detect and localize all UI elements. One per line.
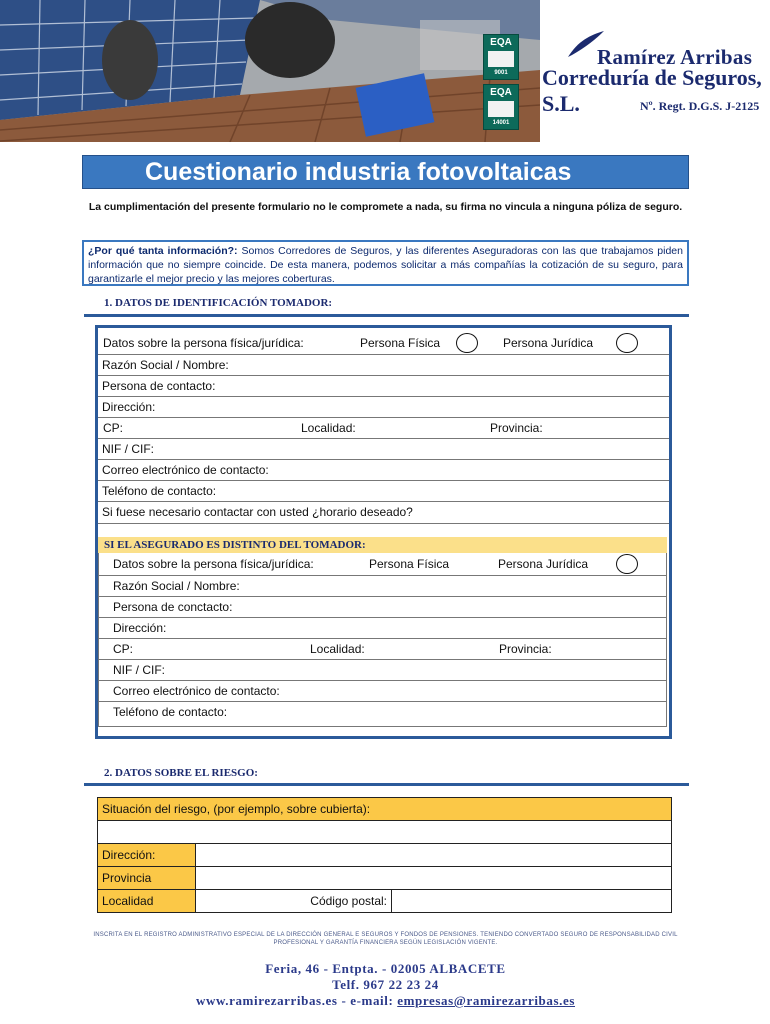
tomador-horario-field[interactable]: [98, 502, 669, 524]
section1-divider: [84, 314, 689, 317]
section1-title: 1. DATOS DE IDENTIFICACIÓN TOMADOR:: [104, 297, 333, 309]
tomador-telefono-label: Teléfono de contacto:: [102, 484, 217, 498]
header-photo: [0, 0, 540, 142]
asegurado-telefono-field[interactable]: [99, 702, 666, 726]
tomador-fisica-label: Persona Física: [360, 336, 441, 350]
asegurado-razon-field[interactable]: [99, 576, 666, 597]
brand-subtitle: Correduría de Seguros, S.L.: [542, 65, 762, 116]
asegurado-contacto-label: Persona de conctacto:: [113, 600, 233, 614]
tomador-provincia-label: Provincia:: [490, 421, 543, 435]
tomador-localidad-label: Localidad:: [301, 421, 356, 435]
registration-number: Nº. Regt. D.G.S. J-2125: [640, 99, 760, 113]
footer-address: Feria, 46 - Entpta. - 02005 ALBACETE: [265, 961, 506, 976]
risk-situacion-label: Situación del riesgo, (por ejemplo, sobre cubierta):: [98, 798, 672, 821]
asegurado-correo-field[interactable]: [99, 681, 666, 702]
risk-situacion-row: [98, 798, 672, 821]
asegurado-juridica-label: Persona Jurídica: [498, 557, 589, 571]
tomador-nif-field[interactable]: [98, 439, 669, 460]
risk-provincia-label: Provincia: [98, 867, 196, 890]
asegurado-juridica-radio[interactable]: [616, 554, 638, 574]
footer-contact: [82, 961, 689, 1009]
section2-divider: [84, 783, 689, 786]
risk-direccion-input[interactable]: [196, 844, 672, 867]
footer-web: www.ramirezarribas.es - e-mail:: [195, 993, 398, 1008]
tomador-direccion-field[interactable]: [98, 397, 669, 418]
risk-direccion-label: Dirección:: [98, 844, 196, 867]
asegurado-form: [98, 537, 667, 727]
legal-fine-print: INSCRITA EN EL REGISTRO ADMINISTRATIVO ESPECIAL DE LA DIRECCIÓN GENERAL E SEGUROS Y FONDOS DE PENSIONES. TENIENDO CONVERTADO SEGURO DE RESPONSABILIDAD CIVIL PROFESIONAL Y GARANTÍA FINANCIERA SEGÚN LEGISLACIÓN VIGENTE.: [93, 932, 678, 946]
tomador-juridica-radio[interactable]: [616, 333, 638, 353]
tomador-correo-field[interactable]: [98, 460, 669, 481]
asegurado-cp-row[interactable]: [99, 639, 666, 660]
asegurado-correo-label: Correo electrónico de contacto:: [113, 684, 280, 698]
info-question: ¿Por qué tanta información?:: [88, 245, 238, 257]
risk-codigo-postal-label: Código postal:: [310, 894, 387, 908]
tomador-telefono-field[interactable]: [98, 481, 669, 502]
tomador-razon-field[interactable]: [98, 355, 669, 376]
tomador-person-label: Datos sobre la persona física/jurídica:: [103, 336, 304, 350]
risk-localidad-input[interactable]: [196, 890, 392, 913]
asegurado-person-label: Datos sobre la persona física/jurídica:: [113, 557, 314, 571]
page-title: Cuestionario industria fotovoltaicas: [82, 155, 689, 189]
risk-table: [97, 797, 672, 913]
tomador-horario-label: Si fuese necesario contactar con usted ¿horario deseado?: [102, 505, 413, 519]
risk-localidad-row: [98, 890, 672, 913]
risk-codigo-postal-input[interactable]: [392, 890, 672, 913]
tomador-nif-label: NIF / CIF:: [102, 442, 154, 456]
intro-text: La cumplimentación del presente formulario no le compromete a nada, su firma no vincula a ninguna póliza de seguro.: [88, 201, 683, 213]
tomador-cp-row[interactable]: [98, 418, 669, 439]
section2-title: 2. DATOS SOBRE EL RIESGO:: [104, 767, 258, 779]
asegurado-fisica-label: Persona Física: [369, 557, 450, 571]
risk-direccion-row: [98, 844, 672, 867]
tomador-fisica-radio[interactable]: [456, 333, 478, 353]
tomador-correo-label: Correo electrónico de contacto:: [102, 463, 269, 477]
asegurado-direccion-field[interactable]: [99, 618, 666, 639]
asegurado-telefono-label: Teléfono de contacto:: [113, 705, 228, 719]
risk-situacion-input[interactable]: [98, 821, 672, 844]
footer-phone: Telf. 967 22 23 24: [332, 977, 439, 992]
asegurado-section-title: SI EL ASEGURADO ES DISTINTO DEL TOMADOR:: [98, 537, 667, 553]
asegurado-provincia-label: Provincia:: [499, 642, 552, 656]
info-box: [82, 240, 689, 286]
asegurado-localidad-label: Localidad:: [310, 642, 365, 656]
footer-email-link[interactable]: empresas@ramirezarribas.es: [397, 993, 576, 1008]
asegurado-person-type-row: [99, 554, 666, 576]
company-logo: [480, 25, 770, 125]
asegurado-nif-label: NIF / CIF:: [113, 663, 165, 677]
risk-provincia-row: [98, 867, 672, 890]
tomador-contacto-field[interactable]: [98, 376, 669, 397]
eqa-certificate-9001-badge: EQA 9001: [483, 34, 519, 80]
asegurado-nif-field[interactable]: [99, 660, 666, 681]
tomador-contacto-label: Persona de contacto:: [102, 379, 216, 393]
asegurado-razon-label: Razón Social / Nombre:: [113, 579, 240, 593]
tomador-direccion-label: Dirección:: [102, 400, 156, 414]
info-text: Somos Corredores de Seguros, y las diferentes Aseguradoras con las que trabajamos piden información que no siempre coincide. De esta manera, podemos solicitar a más compañías la cotización de su seguro, para garantizarle el mejor precio y las mejores coberturas.: [88, 245, 683, 285]
tomador-person-type-row: [98, 333, 669, 355]
risk-situacion-value-row: [98, 821, 672, 844]
tomador-juridica-label: Persona Jurídica: [503, 336, 594, 350]
asegurado-cp-label: CP:: [113, 642, 134, 656]
risk-provincia-input[interactable]: [196, 867, 672, 890]
asegurado-contacto-field[interactable]: [99, 597, 666, 618]
asegurado-direccion-label: Dirección:: [113, 621, 167, 635]
risk-localidad-label: Localidad: [98, 890, 196, 913]
eqa-certificate-14001-badge: EQA 14001: [483, 84, 519, 130]
tomador-razon-label: Razón Social / Nombre:: [102, 358, 229, 372]
tomador-cp-label: CP:: [103, 421, 124, 435]
footer-web-line: [82, 993, 689, 1009]
brand-name: Ramírez Arribas: [597, 45, 753, 69]
